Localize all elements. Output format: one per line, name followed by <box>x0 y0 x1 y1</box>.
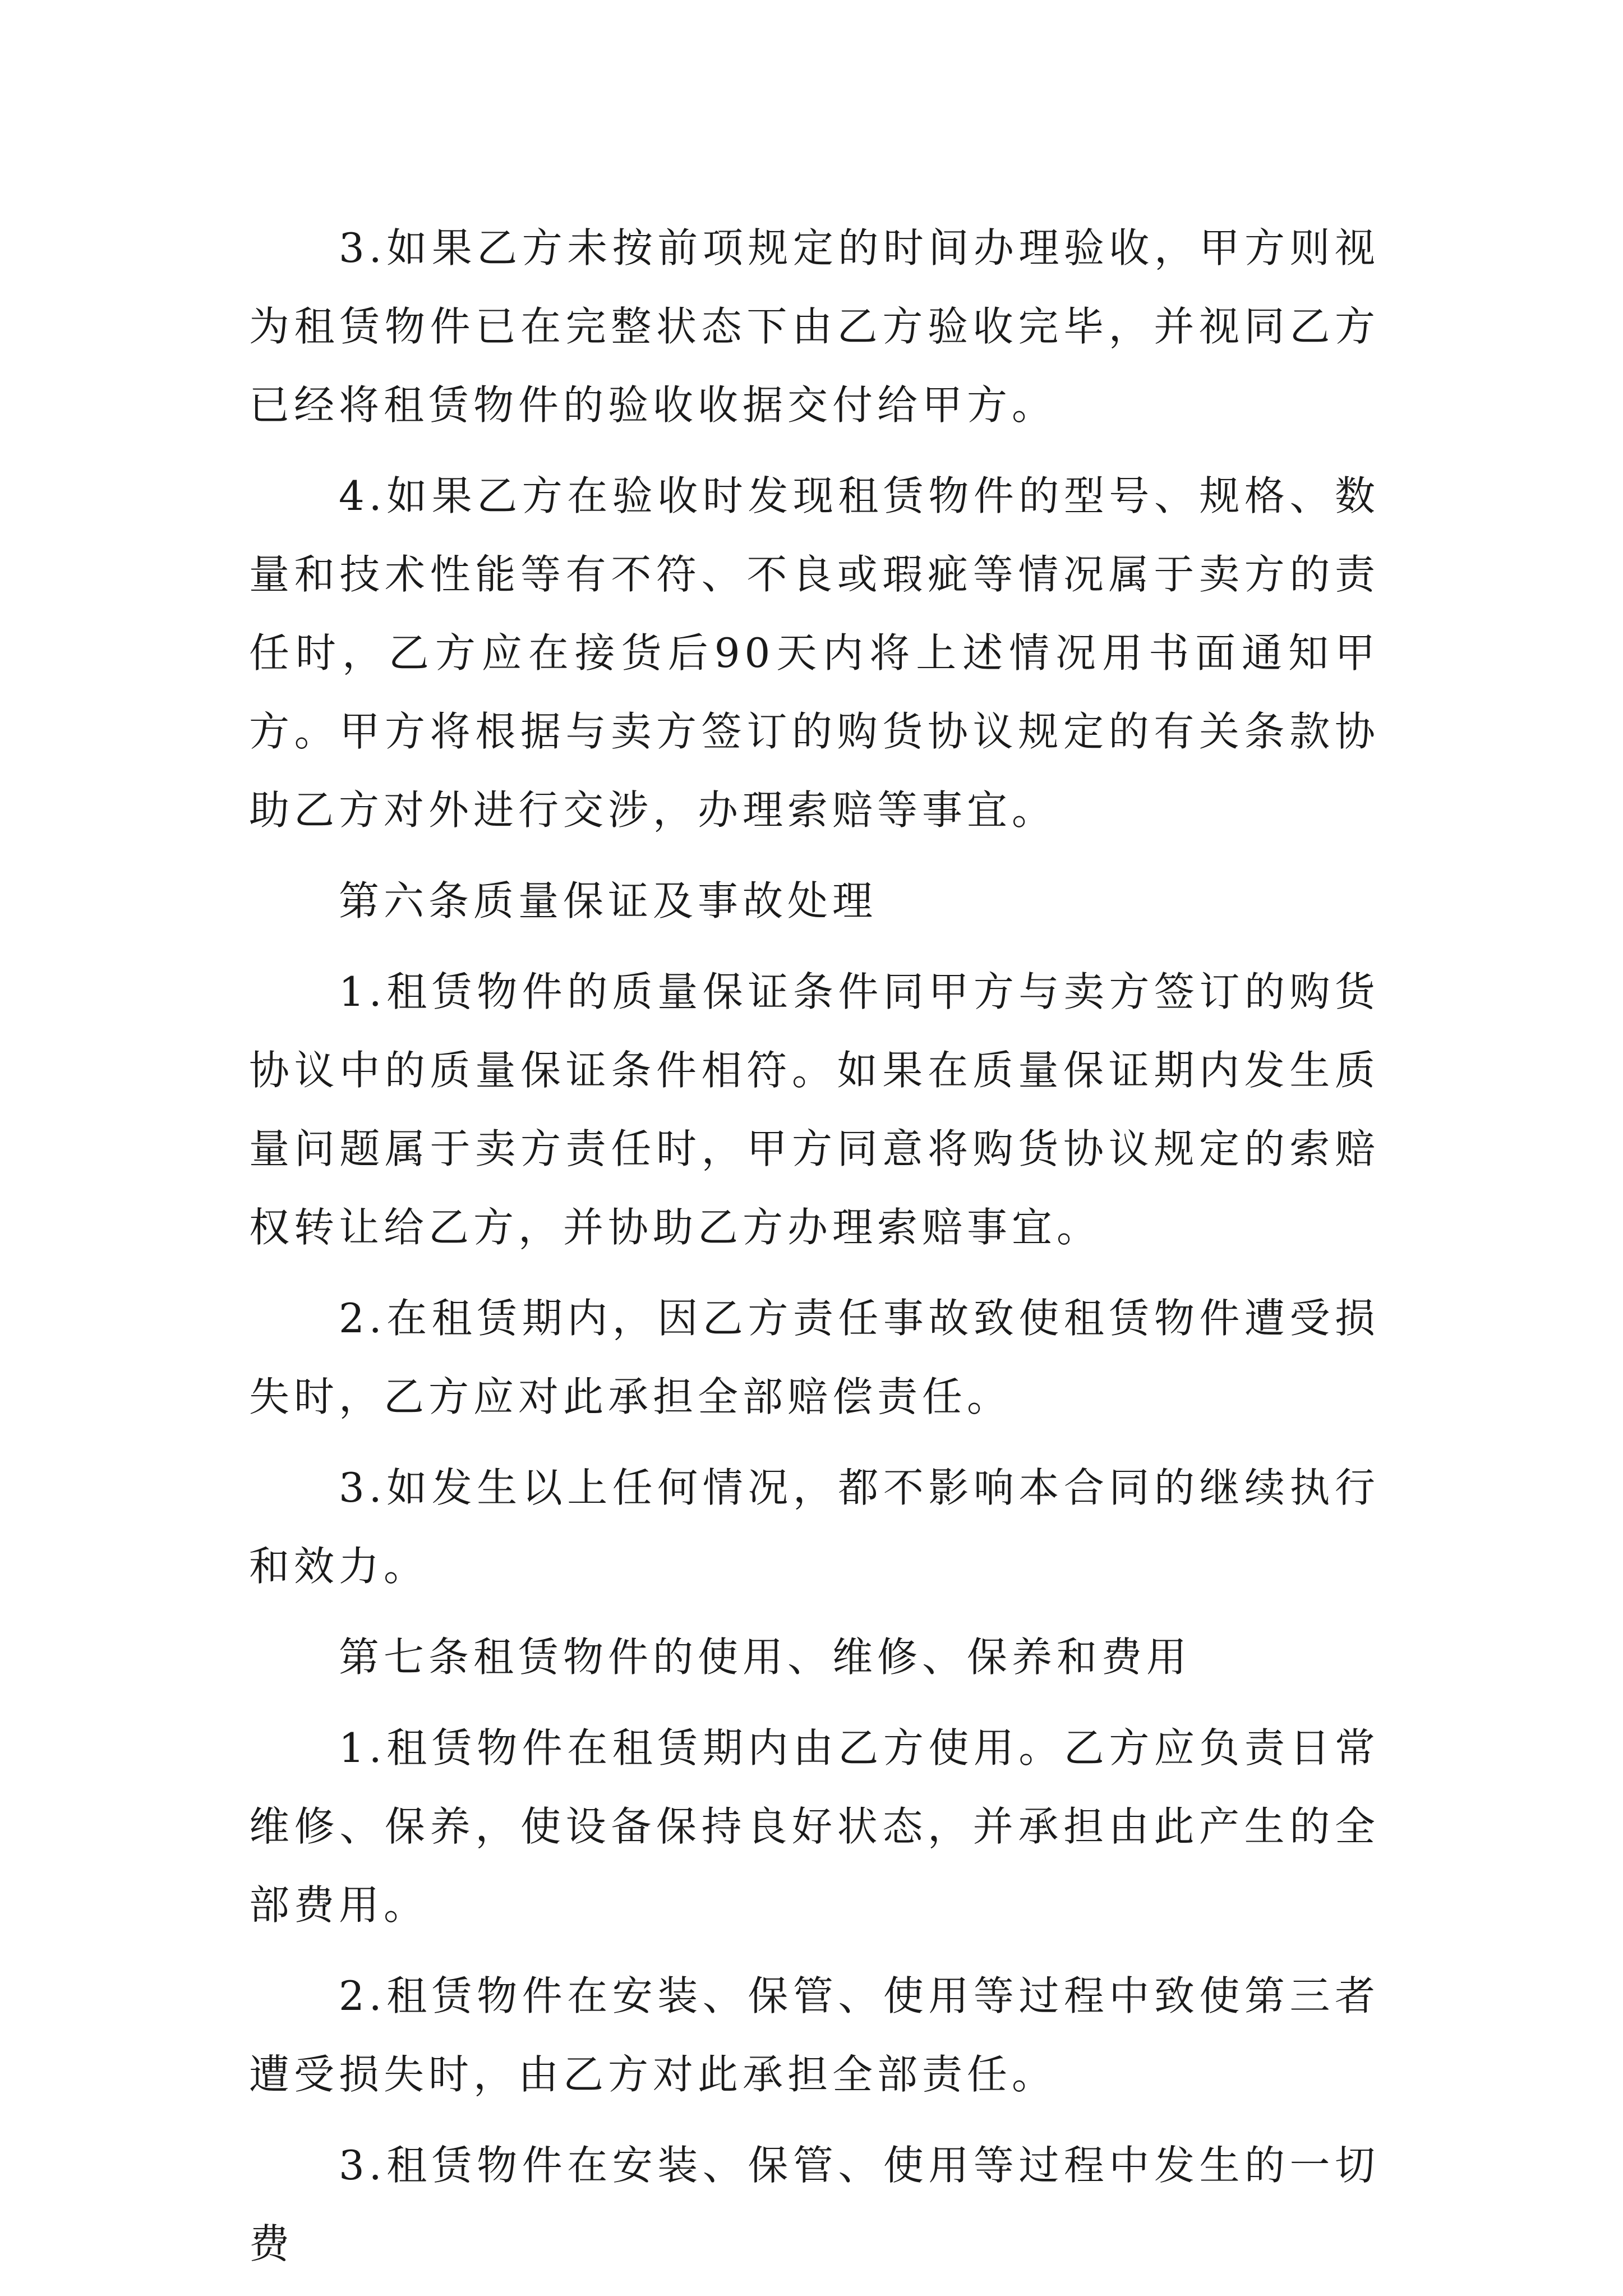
clause-5-4-paragraph: 4.如果乙方在验收时发现租赁物件的型号、规格、数量和技术性能等有不符、不良或瑕疵等情况属于卖方的责任时，乙方应在接货后90天内将上述情况用书面通知甲方。甲方将根据与卖方签订的购货协议规定的有关条款协助乙方对外进行交涉，办理索赔等事宜。 <box>249 472 1380 834</box>
clause-6-1-paragraph: 1.租赁物件的质量保证条件同甲方与卖方签订的购货协议中的质量保证条件相符。如果在质量保证期内发生质量问题属于卖方责任时，甲方同意将购货协议规定的索赔权转让给乙方，并协助乙方办理索赔事宜。 <box>249 968 1380 1251</box>
article-7-heading: 第七条租赁物件的使用、维修、保养和费用 <box>339 1634 1192 1681</box>
clause-7-3-paragraph: 3.租赁物件在安装、保管、使用等过程中发生的一切费 <box>249 2142 1380 2267</box>
document-body <box>249 209 1380 2295</box>
clause-6-3-paragraph: 3.如发生以上任何情况，都不影响本合同的继续执行和效力。 <box>249 1464 1380 1590</box>
clause-7-1-paragraph: 1.租赁物件在租赁期内由乙方使用。乙方应负责日常维修、保养，使设备保持良好状态，并承担由此产生的全部费用。 <box>249 1724 1380 1929</box>
clause-6-2-paragraph: 2.在租赁期内，因乙方责任事故致使租赁物件遭受损失时，乙方应对此承担全部赔偿责任。 <box>249 1295 1380 1420</box>
clause-5-3-paragraph: 3.如果乙方未按前项规定的时间办理验收，甲方则视为租赁物件已在完整状态下由乙方验收完毕，并视同乙方已经将租赁物件的验收收据交付给甲方。 <box>249 224 1380 429</box>
clause-7-2-paragraph: 2.租赁物件在安装、保管、使用等过程中致使第三者遭受损失时，由乙方对此承担全部责任。 <box>249 1972 1380 2098</box>
article-6-heading: 第六条质量保证及事故处理 <box>339 877 878 924</box>
